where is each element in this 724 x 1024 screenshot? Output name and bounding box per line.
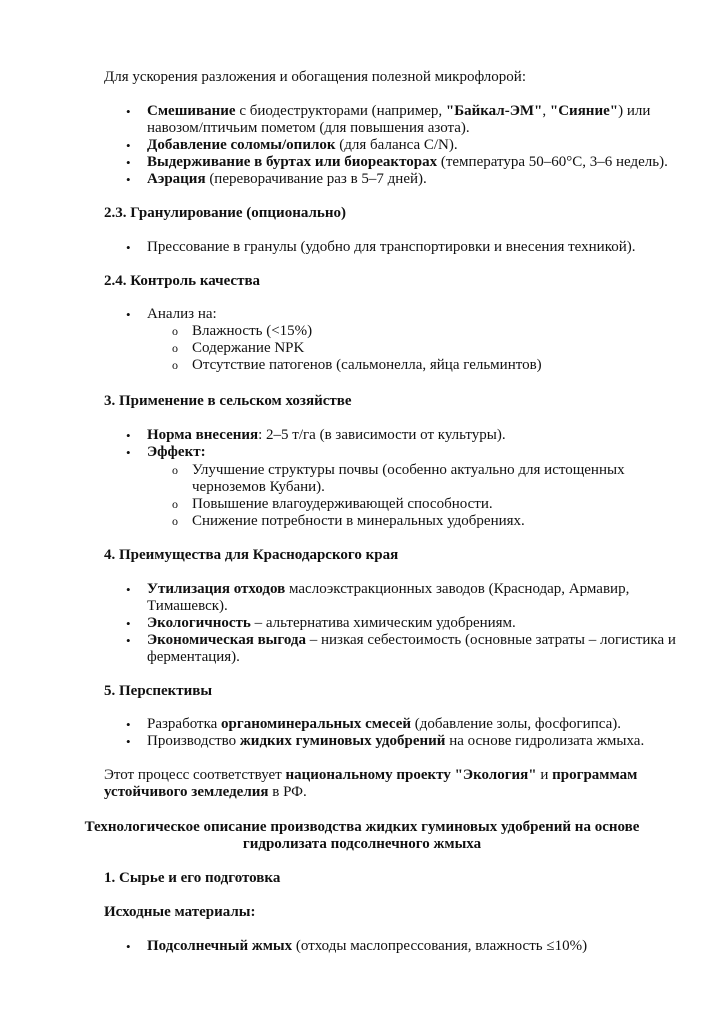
list-item-aging: Выдерживание в буртах или биореакторах (температура 50–60°C, 3–6 недель). [147, 154, 668, 170]
list-item-straw: Добавление соломы/опилок (для баланса C/N). [147, 137, 458, 153]
list-item-waste: Утилизация отходов маслоэкстракционных заводов (Краснодар, Армавир, [147, 581, 630, 597]
bullet: • [126, 939, 131, 954]
list-item-organomineral: Разработка органоминеральных смесей (добавление золы, фосфогипса). [147, 716, 621, 732]
heading-application: 3. Применение в сельском хозяйстве [104, 393, 352, 409]
bullet: • [126, 307, 131, 322]
bullet: • [126, 633, 131, 648]
bullet: • [126, 155, 131, 170]
bullet: • [126, 717, 131, 732]
sub-item-mineral: Снижение потребности в минеральных удобрениях. [192, 513, 525, 529]
list-item-analysis: Анализ на: [147, 306, 217, 322]
list-item-economy: Экономическая выгода – низкая себестоимость (основные затраты – логистика и [147, 632, 676, 648]
heading-quality: 2.4. Контроль качества [104, 273, 261, 289]
bullet: • [126, 104, 131, 119]
bullet: • [126, 734, 131, 749]
sub-bullet: o [172, 514, 178, 528]
list-item-rate: Норма внесения: 2–5 т/га (в зависимости от культуры). [147, 427, 506, 443]
document-title-line2: гидролизата подсолнечного жмыха [242, 836, 482, 852]
list-item-liquid: Производство жидких гуминовых удобрений на основе гидролизата жмыха. [147, 733, 645, 749]
list-item-sunflower-cake: Подсолнечный жмых (отходы маслопрессования, влажность ≤10%) [147, 938, 588, 954]
bullet: • [126, 172, 131, 187]
list-item-mixing: Смешивание с биодеструкторами (например, "Байкал-ЭМ", "Сияние") или [147, 103, 651, 119]
heading-advantages: 4. Преимущества для Краснодарского края [104, 547, 399, 563]
conclusion-text-cont: устойчивого земледелия в РФ. [104, 784, 307, 800]
sub-item-soil: Улучшение структуры почвы (особенно актуально для истощенных [192, 462, 625, 478]
sub-item-soil-cont: черноземов Кубани). [192, 479, 325, 495]
intro-text: Для ускорения разложения и обогащения полезной микрофлорой: [104, 69, 526, 85]
sub-item-npk: Содержание NPK [192, 340, 305, 356]
heading-granulation: 2.3. Гранулирование (опционально) [104, 205, 346, 221]
sub-item-pathogens: Отсутствие патогенов (сальмонелла, яйца гельминтов) [192, 357, 542, 373]
bullet: • [126, 616, 131, 631]
bullet: • [126, 138, 131, 153]
sub-bullet: o [172, 497, 178, 511]
heading-raw: 1. Сырье и его подготовка [104, 870, 281, 886]
list-item-economy-cont: ферментация). [147, 649, 240, 665]
list-item-pressing: Прессование в гранулы (удобно для транспортировки и внесения техникой). [147, 239, 636, 255]
list-item-eco: Экологичность – альтернатива химическим удобрениям. [147, 615, 516, 631]
list-item-effect: Эффект: [147, 444, 206, 460]
bullet: • [126, 428, 131, 443]
list-item-waste-cont: Тимашевск). [147, 598, 228, 614]
sub-bullet: o [172, 358, 178, 372]
sub-item-water: Повышение влагоудерживающей способности. [192, 496, 493, 512]
heading-materials: Исходные материалы: [104, 904, 256, 920]
sub-item-moisture: Влажность (<15%) [192, 323, 313, 339]
list-item-aeration: Аэрация (переворачивание раз в 5–7 дней). [147, 171, 427, 187]
bullet: • [126, 582, 131, 597]
sub-bullet: o [172, 324, 178, 338]
heading-prospects: 5. Перспективы [104, 683, 213, 699]
sub-bullet: o [172, 463, 178, 477]
conclusion-text: Этот процесс соответствует национальному проекту "Экология" и программам [104, 767, 638, 783]
bullet: • [126, 445, 131, 460]
sub-bullet: o [172, 341, 178, 355]
list-item-mixing-cont: навозом/птичьим пометом (для повышения азота). [147, 120, 470, 136]
document-title-line1: Технологическое описание производства жидких гуминовых удобрений на основе [84, 819, 640, 835]
bullet: • [126, 240, 131, 255]
